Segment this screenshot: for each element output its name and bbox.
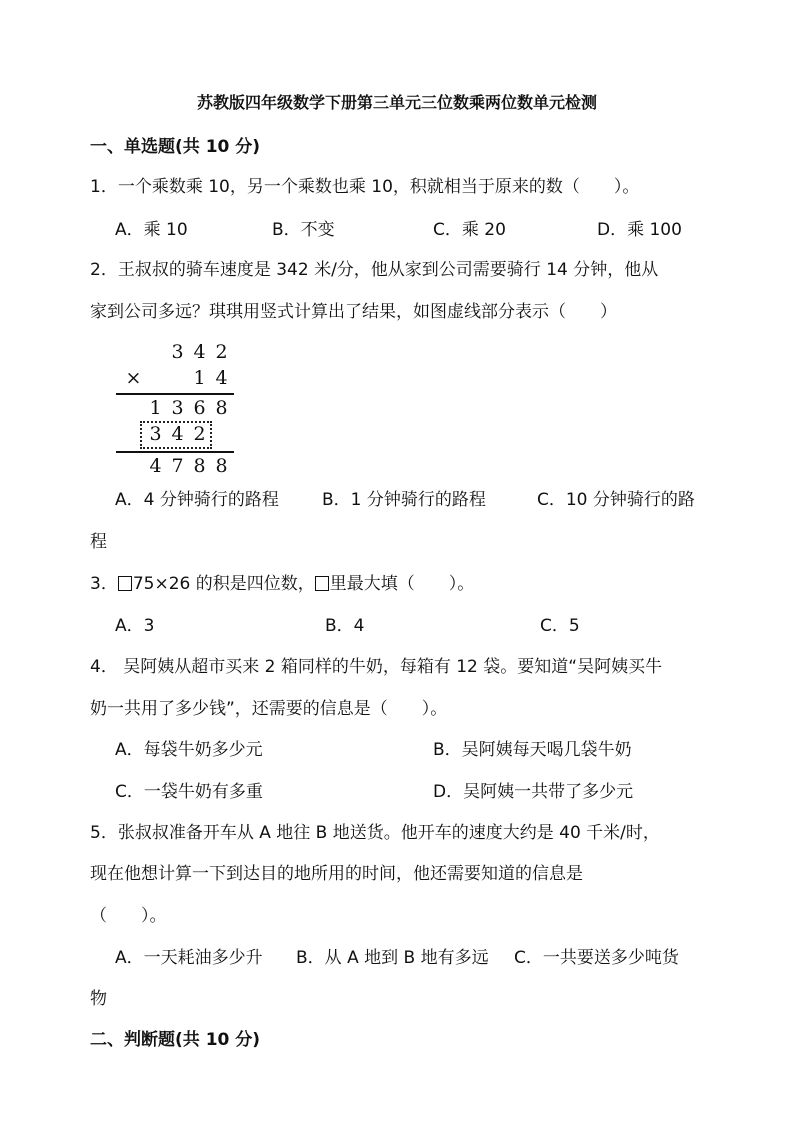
question-5-option-b: B．从 A 地到 B 地有多远 [296,948,489,968]
question-5-option-a: A．一天耗油多少升 [115,948,263,968]
document-title: 苏教版四年级数学下册第三单元三位数乘两位数单元检测 [196,93,597,112]
digit: 4 [215,367,228,389]
question-2-option-c: C．10 分钟骑行的路 [537,490,695,510]
question-2-option-a: A．4 分钟骑行的路程 [115,490,279,510]
digit: 4 [149,455,162,477]
digit: 2 [193,423,206,445]
question-3-stem [90,572,474,596]
question-1-stem: 1．一个乘数乘 10，另一个乘数也乘 10，积就相当于原来的数（ ）。 [90,177,640,197]
digit: 8 [215,455,228,477]
digit: 1 [149,397,162,419]
question-4-option-c: C．一袋牛奶有多重 [115,782,263,802]
partial-product-1-row [110,396,250,420]
multiplier-row [110,366,250,390]
digit: 2 [215,341,228,363]
section-heading-single-choice: 一、单选题(共 10 分) [90,137,261,157]
digit: 3 [171,341,184,363]
blank-box-icon [118,576,132,591]
question-5-stem-line-3: （ ）。 [90,906,167,926]
question-5-stem-line-2: 现在他想计算一下到达目的地所用的时间，他还需要知道的信息是 [90,864,583,884]
question-3-text: 75×26 的积是四位数， [132,574,315,594]
rule-line [116,451,234,453]
digit: 8 [193,455,206,477]
question-1-option-a: A．乘 10 [115,220,188,240]
blank-box-icon [315,576,329,591]
question-5-option-c-continued: 物 [90,989,107,1009]
vertical-multiplication [110,338,250,483]
question-4-option-b: B．吴阿姨每天喝几袋牛奶 [433,740,632,760]
question-3-number: 3． [90,574,118,594]
digit: 3 [171,397,184,419]
digit: 7 [171,455,184,477]
question-1-option-c: C．乘 20 [433,220,506,240]
question-3-option-c: C．5 [540,616,580,636]
digit: 3 [149,423,162,445]
question-5-option-c: C．一共要送多少吨货 [514,948,679,968]
question-5-stem-line-1: 5．张叔叔准备开车从 A 地往 B 地送货。他开车的速度大约是 40 千米/时， [90,823,660,843]
multiply-sign: × [125,367,142,389]
question-2-option-b: B．1 分钟骑行的路程 [322,490,486,510]
question-2-stem-line-2: 家到公司多远？琪琪用竖式计算出了结果，如图虚线部分表示（ ） [90,302,617,322]
digit: 4 [193,341,206,363]
digit: 4 [171,423,184,445]
rule-line [116,393,234,395]
question-1-option-b: B．不变 [272,220,335,240]
question-4-option-d: D．吴阿姨一共带了多少元 [433,782,634,802]
question-2-option-c-continued: 程 [90,532,107,552]
question-4-stem-line-1: 4． 吴阿姨从超市买来 2 箱同样的牛奶，每箱有 12 袋。要知道“吴阿姨买牛 [90,657,663,677]
section-heading-true-false: 二、判断题(共 10 分) [90,1030,261,1050]
result-row [110,454,250,478]
question-3-option-b: B．4 [325,616,365,636]
question-4-option-a: A．每袋牛奶多少元 [115,740,263,760]
question-1-option-d: D．乘 100 [597,220,682,240]
digit: 6 [193,397,206,419]
question-4-stem-line-2: 奶一共用了多少钱”，还需要的信息是（ ）。 [90,699,448,719]
digit: 8 [215,397,228,419]
question-3-option-a: A．3 [115,616,155,636]
partial-product-2-row [110,422,250,446]
multiplicand-row [110,340,250,364]
digit: 1 [193,367,206,389]
question-3-text-end: 里最大填（ ）。 [329,574,475,594]
question-2-stem-line-1: 2．王叔叔的骑车速度是 342 米/分，他从家到公司需要骑行 14 分钟，他从 [90,260,659,280]
